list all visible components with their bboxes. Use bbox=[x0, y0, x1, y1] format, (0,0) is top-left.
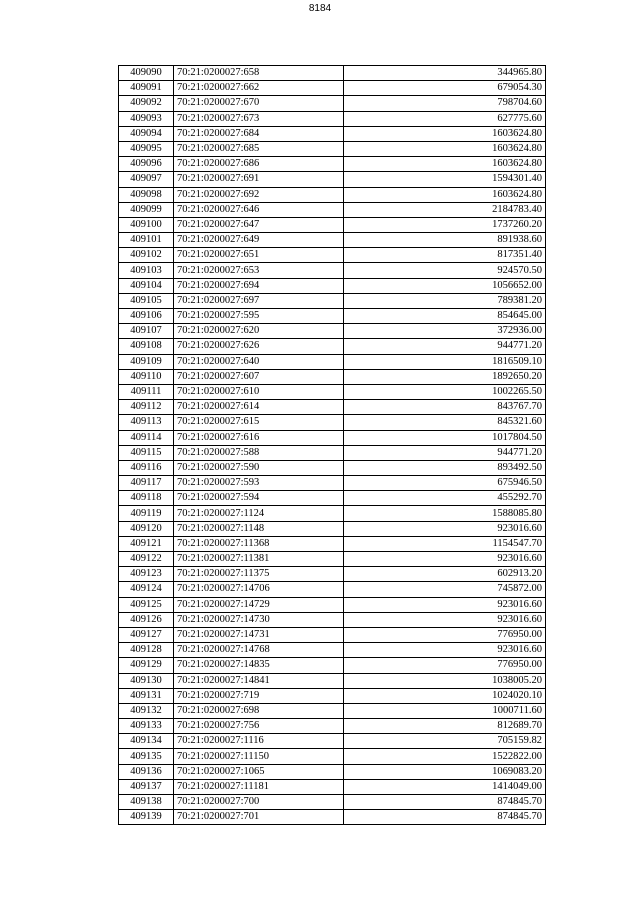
cadastral-number-cell: 70:21:0200027:616 bbox=[174, 430, 344, 445]
table-row bbox=[119, 248, 546, 263]
value-cell: 1414049.00 bbox=[344, 779, 546, 794]
value-cell: 1038005.20 bbox=[344, 673, 546, 688]
row-number-cell: 409094 bbox=[119, 126, 174, 141]
value-cell: 891938.60 bbox=[344, 233, 546, 248]
table-row bbox=[119, 658, 546, 673]
cadastral-number-cell: 70:21:0200027:719 bbox=[174, 688, 344, 703]
row-number-cell: 409132 bbox=[119, 703, 174, 718]
row-number-cell: 409109 bbox=[119, 354, 174, 369]
cadastral-number-cell: 70:21:0200027:615 bbox=[174, 415, 344, 430]
row-number-cell: 409107 bbox=[119, 324, 174, 339]
row-number-cell: 409120 bbox=[119, 521, 174, 536]
cadastral-number-cell: 70:21:0200027:610 bbox=[174, 384, 344, 399]
value-cell: 675946.50 bbox=[344, 476, 546, 491]
table-row bbox=[119, 536, 546, 551]
table-row bbox=[119, 81, 546, 96]
data-table bbox=[118, 65, 546, 825]
value-cell: 893492.50 bbox=[344, 460, 546, 475]
row-number-cell: 409112 bbox=[119, 400, 174, 415]
value-cell: 924570.50 bbox=[344, 263, 546, 278]
value-cell: 874845.70 bbox=[344, 810, 546, 825]
row-number-cell: 409117 bbox=[119, 476, 174, 491]
value-cell: 1603624.80 bbox=[344, 187, 546, 202]
cadastral-number-cell: 70:21:0200027:685 bbox=[174, 141, 344, 156]
value-cell: 1594301.40 bbox=[344, 172, 546, 187]
row-number-cell: 409111 bbox=[119, 384, 174, 399]
cadastral-number-cell: 70:21:0200027:11375 bbox=[174, 567, 344, 582]
table-row bbox=[119, 734, 546, 749]
value-cell: 789381.20 bbox=[344, 293, 546, 308]
row-number-cell: 409102 bbox=[119, 248, 174, 263]
cadastral-number-cell: 70:21:0200027:646 bbox=[174, 202, 344, 217]
row-number-cell: 409116 bbox=[119, 460, 174, 475]
cadastral-number-cell: 70:21:0200027:649 bbox=[174, 233, 344, 248]
table-row bbox=[119, 476, 546, 491]
cadastral-number-cell: 70:21:0200027:14731 bbox=[174, 627, 344, 642]
value-cell: 1603624.80 bbox=[344, 126, 546, 141]
row-number-cell: 409091 bbox=[119, 81, 174, 96]
row-number-cell: 409095 bbox=[119, 141, 174, 156]
table-row bbox=[119, 582, 546, 597]
table-row bbox=[119, 217, 546, 232]
cadastral-number-cell: 70:21:0200027:14768 bbox=[174, 643, 344, 658]
value-cell: 705159.82 bbox=[344, 734, 546, 749]
value-cell: 602913.20 bbox=[344, 567, 546, 582]
row-number-cell: 409096 bbox=[119, 157, 174, 172]
cadastral-number-cell: 70:21:0200027:14706 bbox=[174, 582, 344, 597]
row-number-cell: 409128 bbox=[119, 643, 174, 658]
row-number-cell: 409122 bbox=[119, 552, 174, 567]
row-number-cell: 409139 bbox=[119, 810, 174, 825]
table-row bbox=[119, 795, 546, 810]
value-cell: 679054.30 bbox=[344, 81, 546, 96]
value-cell: 1816509.10 bbox=[344, 354, 546, 369]
cadastral-number-cell: 70:21:0200027:658 bbox=[174, 66, 344, 81]
table-row bbox=[119, 293, 546, 308]
cadastral-number-cell: 70:21:0200027:653 bbox=[174, 263, 344, 278]
table-row bbox=[119, 810, 546, 825]
row-number-cell: 409097 bbox=[119, 172, 174, 187]
table-row bbox=[119, 521, 546, 536]
value-cell: 776950.00 bbox=[344, 658, 546, 673]
cadastral-number-cell: 70:21:0200027:756 bbox=[174, 719, 344, 734]
value-cell: 817351.40 bbox=[344, 248, 546, 263]
value-cell: 1056652.00 bbox=[344, 278, 546, 293]
table-row bbox=[119, 384, 546, 399]
row-number-cell: 409125 bbox=[119, 597, 174, 612]
cadastral-number-cell: 70:21:0200027:1124 bbox=[174, 506, 344, 521]
cadastral-number-cell: 70:21:0200027:593 bbox=[174, 476, 344, 491]
cadastral-number-cell: 70:21:0200027:686 bbox=[174, 157, 344, 172]
row-number-cell: 409129 bbox=[119, 658, 174, 673]
table-row bbox=[119, 445, 546, 460]
value-cell: 1603624.80 bbox=[344, 157, 546, 172]
row-number-cell: 409101 bbox=[119, 233, 174, 248]
row-number-cell: 409127 bbox=[119, 627, 174, 642]
value-cell: 1017804.50 bbox=[344, 430, 546, 445]
table-row bbox=[119, 96, 546, 111]
row-number-cell: 409136 bbox=[119, 764, 174, 779]
cadastral-number-cell: 70:21:0200027:14841 bbox=[174, 673, 344, 688]
table-row bbox=[119, 354, 546, 369]
cadastral-number-cell: 70:21:0200027:595 bbox=[174, 309, 344, 324]
cadastral-number-cell: 70:21:0200027:651 bbox=[174, 248, 344, 263]
cadastral-number-cell: 70:21:0200027:620 bbox=[174, 324, 344, 339]
table-row bbox=[119, 66, 546, 81]
value-cell: 944771.20 bbox=[344, 339, 546, 354]
cadastral-number-cell: 70:21:0200027:694 bbox=[174, 278, 344, 293]
value-cell: 874845.70 bbox=[344, 795, 546, 810]
table-row bbox=[119, 141, 546, 156]
table-row bbox=[119, 506, 546, 521]
table-row bbox=[119, 779, 546, 794]
value-cell: 923016.60 bbox=[344, 643, 546, 658]
cadastral-number-cell: 70:21:0200027:691 bbox=[174, 172, 344, 187]
cadastral-number-cell: 70:21:0200027:1065 bbox=[174, 764, 344, 779]
value-cell: 1000711.60 bbox=[344, 703, 546, 718]
value-cell: 455292.70 bbox=[344, 491, 546, 506]
table-row bbox=[119, 157, 546, 172]
value-cell: 1154547.70 bbox=[344, 536, 546, 551]
cadastral-number-cell: 70:21:0200027:626 bbox=[174, 339, 344, 354]
cadastral-number-cell: 70:21:0200027:588 bbox=[174, 445, 344, 460]
cadastral-number-cell: 70:21:0200027:647 bbox=[174, 217, 344, 232]
table-row bbox=[119, 172, 546, 187]
table-row bbox=[119, 187, 546, 202]
cadastral-number-cell: 70:21:0200027:1116 bbox=[174, 734, 344, 749]
cadastral-number-cell: 70:21:0200027:14729 bbox=[174, 597, 344, 612]
row-number-cell: 409134 bbox=[119, 734, 174, 749]
cadastral-number-cell: 70:21:0200027:11150 bbox=[174, 749, 344, 764]
cadastral-number-cell: 70:21:0200027:607 bbox=[174, 369, 344, 384]
row-number-cell: 409098 bbox=[119, 187, 174, 202]
value-cell: 854645.00 bbox=[344, 309, 546, 324]
cadastral-number-cell: 70:21:0200027:673 bbox=[174, 111, 344, 126]
table-row bbox=[119, 400, 546, 415]
value-cell: 1002265.50 bbox=[344, 384, 546, 399]
cadastral-number-cell: 70:21:0200027:1148 bbox=[174, 521, 344, 536]
table-row bbox=[119, 597, 546, 612]
table-row bbox=[119, 491, 546, 506]
table-row bbox=[119, 673, 546, 688]
table-row bbox=[119, 309, 546, 324]
table-row bbox=[119, 703, 546, 718]
value-cell: 2184783.40 bbox=[344, 202, 546, 217]
table-row bbox=[119, 643, 546, 658]
value-cell: 923016.60 bbox=[344, 552, 546, 567]
cadastral-number-cell: 70:21:0200027:11181 bbox=[174, 779, 344, 794]
table-row bbox=[119, 263, 546, 278]
table-row bbox=[119, 233, 546, 248]
page-number: 8184 bbox=[308, 3, 332, 14]
table-row bbox=[119, 278, 546, 293]
cadastral-number-cell: 70:21:0200027:640 bbox=[174, 354, 344, 369]
value-cell: 1024020.10 bbox=[344, 688, 546, 703]
row-number-cell: 409121 bbox=[119, 536, 174, 551]
table-row bbox=[119, 126, 546, 141]
value-cell: 923016.60 bbox=[344, 597, 546, 612]
table-row bbox=[119, 612, 546, 627]
cadastral-number-cell: 70:21:0200027:14730 bbox=[174, 612, 344, 627]
cadastral-number-cell: 70:21:0200027:590 bbox=[174, 460, 344, 475]
cadastral-number-cell: 70:21:0200027:662 bbox=[174, 81, 344, 96]
row-number-cell: 409126 bbox=[119, 612, 174, 627]
value-cell: 372936.00 bbox=[344, 324, 546, 339]
row-number-cell: 409093 bbox=[119, 111, 174, 126]
value-cell: 1588085.80 bbox=[344, 506, 546, 521]
value-cell: 923016.60 bbox=[344, 612, 546, 627]
value-cell: 798704.60 bbox=[344, 96, 546, 111]
table-row bbox=[119, 719, 546, 734]
row-number-cell: 409135 bbox=[119, 749, 174, 764]
cadastral-number-cell: 70:21:0200027:697 bbox=[174, 293, 344, 308]
value-cell: 845321.60 bbox=[344, 415, 546, 430]
table-row bbox=[119, 749, 546, 764]
value-cell: 1522822.00 bbox=[344, 749, 546, 764]
row-number-cell: 409106 bbox=[119, 309, 174, 324]
cadastral-number-cell: 70:21:0200027:701 bbox=[174, 810, 344, 825]
row-number-cell: 409105 bbox=[119, 293, 174, 308]
value-cell: 812689.70 bbox=[344, 719, 546, 734]
table-row bbox=[119, 369, 546, 384]
value-cell: 776950.00 bbox=[344, 627, 546, 642]
table-row bbox=[119, 339, 546, 354]
table-body bbox=[119, 66, 546, 825]
row-number-cell: 409114 bbox=[119, 430, 174, 445]
row-number-cell: 409133 bbox=[119, 719, 174, 734]
cadastral-number-cell: 70:21:0200027:692 bbox=[174, 187, 344, 202]
table-row bbox=[119, 552, 546, 567]
table-row bbox=[119, 415, 546, 430]
row-number-cell: 409119 bbox=[119, 506, 174, 521]
row-number-cell: 409118 bbox=[119, 491, 174, 506]
table-row bbox=[119, 764, 546, 779]
value-cell: 1892650.20 bbox=[344, 369, 546, 384]
table-row bbox=[119, 324, 546, 339]
row-number-cell: 409104 bbox=[119, 278, 174, 293]
cadastral-number-cell: 70:21:0200027:614 bbox=[174, 400, 344, 415]
value-cell: 843767.70 bbox=[344, 400, 546, 415]
value-cell: 344965.80 bbox=[344, 66, 546, 81]
table-row bbox=[119, 567, 546, 582]
value-cell: 1069083.20 bbox=[344, 764, 546, 779]
row-number-cell: 409137 bbox=[119, 779, 174, 794]
row-number-cell: 409110 bbox=[119, 369, 174, 384]
table-row bbox=[119, 460, 546, 475]
row-number-cell: 409092 bbox=[119, 96, 174, 111]
cadastral-number-cell: 70:21:0200027:684 bbox=[174, 126, 344, 141]
row-number-cell: 409115 bbox=[119, 445, 174, 460]
value-cell: 923016.60 bbox=[344, 521, 546, 536]
value-cell: 1603624.80 bbox=[344, 141, 546, 156]
cadastral-number-cell: 70:21:0200027:14835 bbox=[174, 658, 344, 673]
row-number-cell: 409090 bbox=[119, 66, 174, 81]
row-number-cell: 409131 bbox=[119, 688, 174, 703]
cadastral-number-cell: 70:21:0200027:698 bbox=[174, 703, 344, 718]
cadastral-number-cell: 70:21:0200027:11381 bbox=[174, 552, 344, 567]
value-cell: 627775.60 bbox=[344, 111, 546, 126]
table-row bbox=[119, 627, 546, 642]
row-number-cell: 409124 bbox=[119, 582, 174, 597]
row-number-cell: 409108 bbox=[119, 339, 174, 354]
table-row bbox=[119, 202, 546, 217]
row-number-cell: 409103 bbox=[119, 263, 174, 278]
row-number-cell: 409130 bbox=[119, 673, 174, 688]
value-cell: 745872.00 bbox=[344, 582, 546, 597]
cadastral-number-cell: 70:21:0200027:700 bbox=[174, 795, 344, 810]
value-cell: 1737260.20 bbox=[344, 217, 546, 232]
row-number-cell: 409100 bbox=[119, 217, 174, 232]
table-row bbox=[119, 430, 546, 445]
row-number-cell: 409099 bbox=[119, 202, 174, 217]
cadastral-number-cell: 70:21:0200027:11368 bbox=[174, 536, 344, 551]
row-number-cell: 409123 bbox=[119, 567, 174, 582]
row-number-cell: 409138 bbox=[119, 795, 174, 810]
cadastral-number-cell: 70:21:0200027:670 bbox=[174, 96, 344, 111]
table-row bbox=[119, 111, 546, 126]
row-number-cell: 409113 bbox=[119, 415, 174, 430]
table-row bbox=[119, 688, 546, 703]
cadastral-number-cell: 70:21:0200027:594 bbox=[174, 491, 344, 506]
value-cell: 944771.20 bbox=[344, 445, 546, 460]
